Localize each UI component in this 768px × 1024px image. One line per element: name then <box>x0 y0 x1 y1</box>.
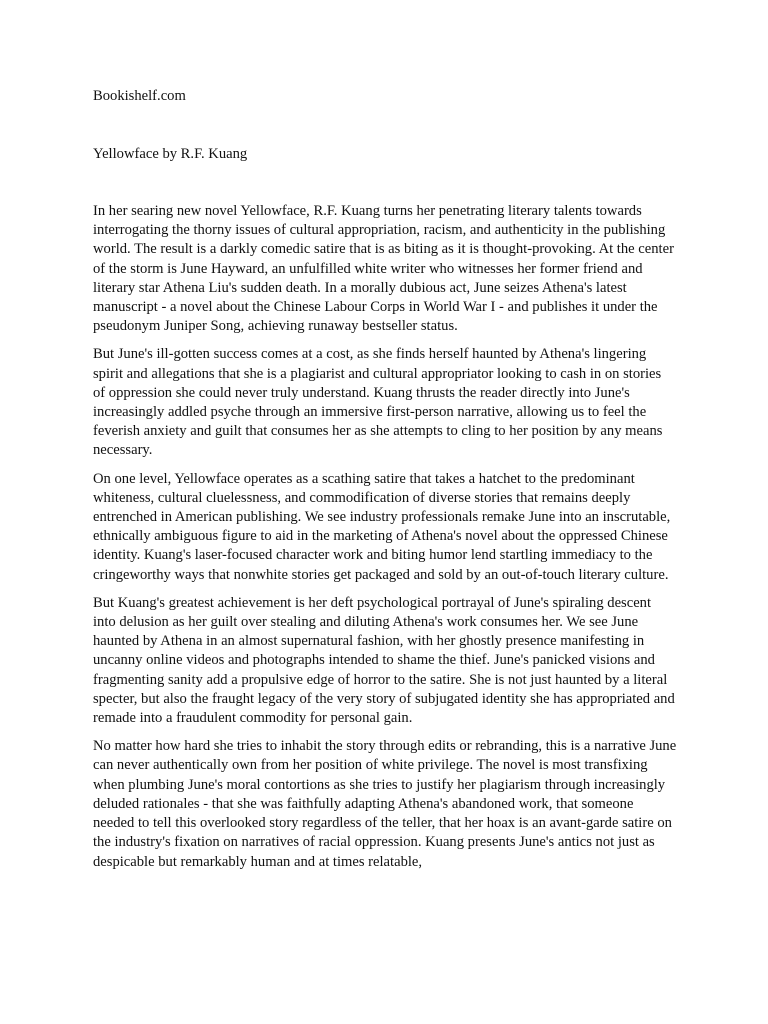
paragraph: But Kuang's greatest achievement is her deft psychological portrayal of June's spiraling descent into delusion as her guilt over stealing and diluting Athena's work consumes her. We see June haunted by Athena in an almost supernatural fashion, with her ghostly presence manifesting in uncanny online videos and photographs intended to shame the thief. June's panicked visions and fragmenting sanity add a propulsive edge of horror to the satire. She is not just haunted by a literal specter, but also the fraught legacy of the very story of subjugated identity she has appropriated and remade into a fraudulent commodity for personal gain. <box>93 594 675 727</box>
article-body <box>93 202 677 872</box>
paragraph: No matter how hard she tries to inhabit the story through edits or rebranding, this is a narrative June can never authentically own from her position of white privilege. The novel is most transfixing when plumbing June's moral contortions as she tries to justify her plagiarism through increasingly deluded rationales - that she was faithfully adapting Athena's abandoned work, that someone needed to tell this overlooked story regardless of the teller, that her hoax is an avant-garde satire on the industry's fixation on narratives of racial oppression. Kuang presents June's antics not just as despicable but remarkably human and at times relatable, <box>93 738 677 870</box>
document-page <box>93 86 677 881</box>
paragraph: In her searing new novel Yellowface, R.F. Kuang turns her penetrating literary talents towards interrogating the thorny issues of cultural appropriation, racism, and authenticity in the publishing world. The result is a darkly comedic satire that is as biting as it is thought-provoking. At the center of the storm is June Hayward, an unfulfilled white writer who witnesses her former friend and literary star Athena Liu's sudden death. In a morally dubious act, June seizes Athena's latest manuscript - a novel about the Chinese Labour Corps in World War I - and publishes it under the pseudonym Juniper Song, achieving runaway bestseller status. <box>93 203 674 335</box>
paragraph: But June's ill-gotten success comes at a cost, as she finds herself haunted by Athena's lingering spirit and allegations that she is a plagiarist and cultural appropriator looking to cash in on stories of oppression she could never truly understand. Kuang thrusts the reader directly into June's increasingly addled psyche through an immersive first-person narrative, allowing us to feel the feverish anxiety and guilt that consumes her as she attempts to cling to her position by any means necessary. <box>93 346 663 459</box>
document-title: Yellowface by R.F. Kuang <box>93 146 248 162</box>
site-name: Bookishelf.com <box>93 88 186 104</box>
paragraph: On one level, Yellowface operates as a scathing satire that takes a hatchet to the predominant whiteness, cultural cluelessness, and commodification of diverse stories that remains deeply entrenched in American publishing. We see industry professionals remake June into an inscrutable, ethnically ambiguous figure to aid in the marketing of Athena's novel about the oppressed Chinese identity. Kuang's laser-focused character work and biting humor lend startling immediacy to the cringeworthy ways that nonwhite stories get packaged and sold by an out-of-touch literary culture. <box>93 470 671 583</box>
